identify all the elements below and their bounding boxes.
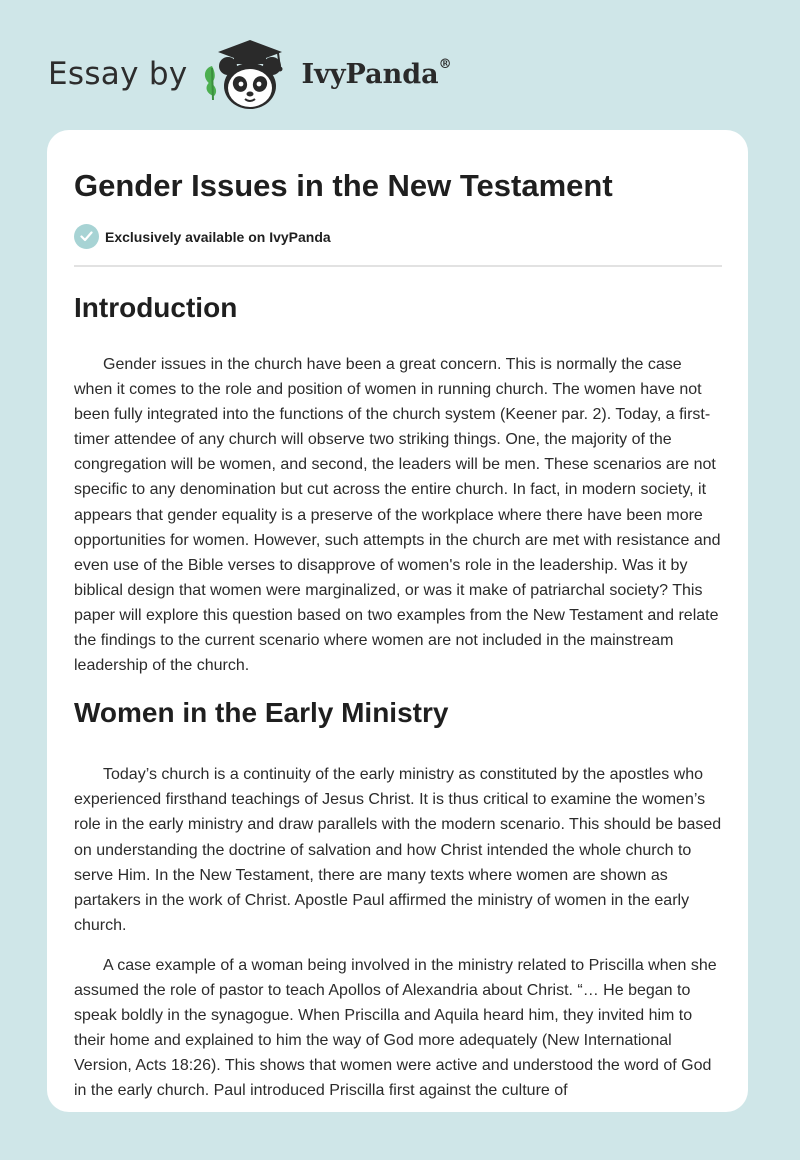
- site-header: [48, 34, 452, 114]
- essay-card: [47, 130, 748, 1112]
- panda-graduate-icon: [200, 34, 296, 114]
- check-circle-icon: [74, 224, 99, 249]
- page-title: Gender Issues in the New Testament: [74, 168, 613, 203]
- paragraph: Gender issues in the church have been a great concern. This is normally the case when it comes to the role and position of women in running church. The women have not been fully integrated into the functions of the church system (Keener par. 2). Today, a first-timer attendee of any church will observe two striking things. One, the majority of the congregation will be women, and second, the leaders will be men. These scenarios are not specific to any denomination but cut across the entire church. In fact, in modern society, it appears that gender equality is a preserve of the workplace where there have been more opportunities for women. However, such attempts in the church are met with resistance and even use of the Bible verses to disapprove of women's role in the leadership. Was it by biblical design that women were marginalized, or was it make of patriarchal society? This paper will explore this question based on two examples from the New Testament and relate the findings to the current scenario where women are not included in the mainstream leadership of the church.: [74, 356, 721, 675]
- paragraph: A case example of a woman being involved in the ministry related to Priscilla when she assumed the role of pastor to teach Apollos of Alexandria about Christ. “… He began to speak boldly in the synagogue. When Priscilla and Aquila heard him, they invited him to their home and explained to him the way of God more adequately (New International Version, Acts 18:26). This shows that women were active and understood the word of God in the early church. Paul introduced Priscilla first against the culture of: [74, 956, 717, 1100]
- divider: [74, 265, 722, 267]
- registered-mark: ®: [438, 56, 452, 72]
- section-heading: Introduction: [74, 292, 238, 323]
- badge-label: Exclusively available on IvyPanda: [105, 228, 331, 245]
- brand-name[interactable]: IvyPanda®: [301, 56, 452, 90]
- paragraph: Today’s church is a continuity of the early ministry as constituted by the apostles who experienced firsthand teachings of Jesus Christ. It is thus critical to examine the women’s role in the early ministry and draw parallels with the modern scenario. This should be based on understanding the doctrine of salvation and how Christ intended the whole church to serve Him. In the New Testament, there are many texts where women are shown as partakers in the work of Christ. Apostle Paul affirmed the ministry of women in the early church.: [74, 766, 722, 934]
- exclusive-badge: [74, 224, 722, 249]
- section-introduction: [74, 289, 722, 678]
- section-women-early-ministry: [74, 694, 722, 1103]
- section-heading: Women in the Early Ministry: [74, 697, 449, 729]
- brand-prefix: Essay by: [48, 56, 188, 92]
